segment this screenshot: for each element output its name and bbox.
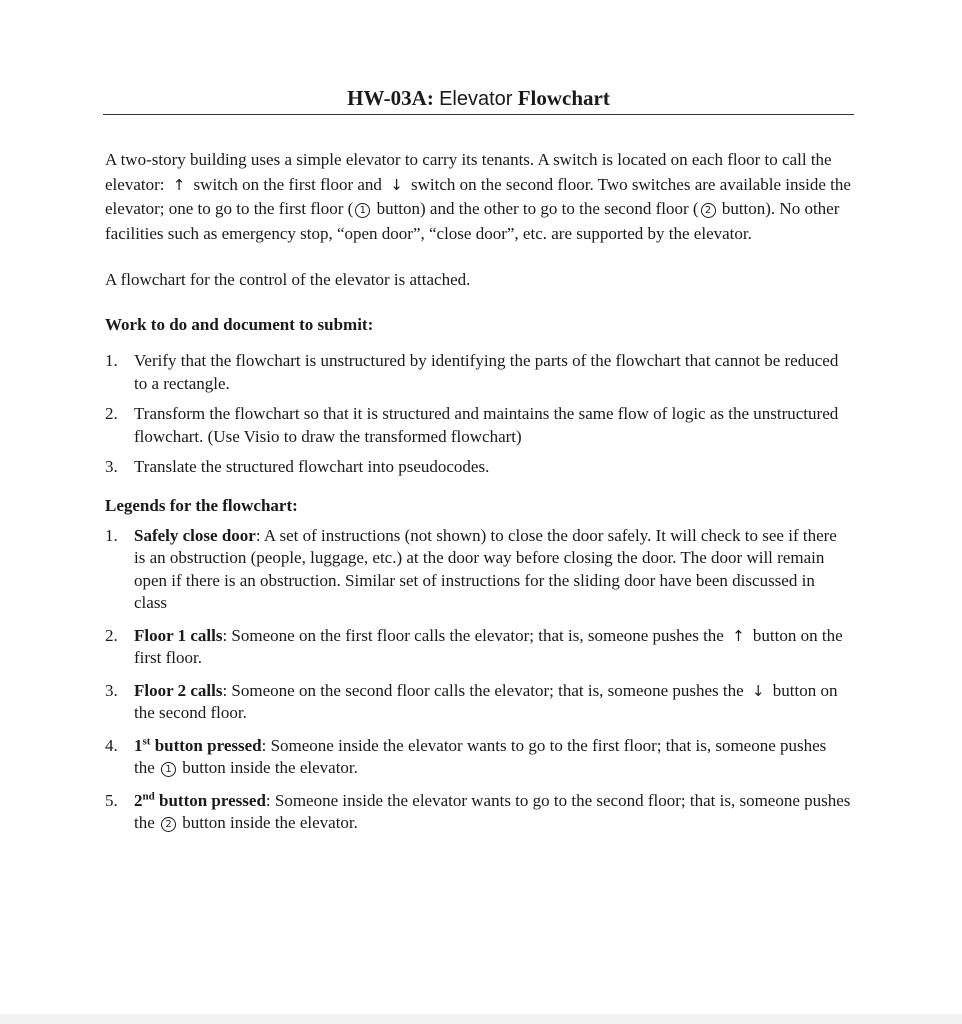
up-arrow-icon: ↑	[172, 175, 186, 194]
title-middle: Elevator	[439, 88, 513, 110]
work-heading: Work to do and document to submit:	[105, 314, 374, 334]
page-title	[103, 84, 854, 115]
legends-list	[105, 525, 851, 835]
down-arrow-icon: ↓	[390, 175, 403, 194]
circled-one-icon: 1	[161, 762, 176, 777]
title-prefix: HW-03A:	[347, 86, 434, 110]
list-item: 2. Transform the flowchart so that it is structured and maintains the same flow of logic as the unstructured flowchart. (Use Visio to draw the transformed flowchart)	[105, 403, 839, 446]
list-item: 1. Verify that the flowchart is unstructured by identifying the parts of the flowchart that cannot be reduced to a rectangle.	[105, 350, 839, 393]
circled-two-icon: 2	[701, 203, 716, 218]
work-list	[105, 349, 851, 478]
title-suffix: Flowchart	[517, 86, 610, 110]
flowchart-note: A flowchart for the control of the elevator is attached.	[105, 270, 471, 289]
list-item: 3. Translate the structured flowchart into pseudocodes.	[105, 456, 490, 476]
list-item: 4. 1st button pressed: Someone inside the elevator wants to go to the first floor; that is, someone pushes the 1 button inside the elevator.	[105, 734, 827, 777]
down-arrow-icon: ↓	[751, 681, 765, 700]
document-body	[105, 148, 851, 845]
circled-one-icon: 1	[355, 203, 370, 218]
list-item: 5. 2nd button pressed: Someone inside the elevator wants to go to the second floor; that is, someone pushes the 2 button inside the elevator.	[105, 789, 851, 832]
intro-paragraph: A two-story building uses a simple elevator to carry its tenants. A switch is located on each floor to call the elevator: ↑ switch on the first floor and ↓ switch on the second floor. Two switches are available inside the elevator; one to go to the first floor ( 1 button) and the other to go to the second floor ( 2 button). No other facilities such as emergency stop, “open door”, “close door”, etc. are supported by the elevator.	[105, 150, 851, 243]
list-item: 1. Safely close door: A set of instructions (not shown) to close the door safely. It will check to see if there is an obstruction (people, luggage, etc.) at the door way before closing the door. The door will remain open if there is an obstruction. Similar set of instructions for the sliding door have been discussed in class	[105, 525, 837, 612]
list-item: 2. Floor 1 calls: Someone on the first floor calls the elevator; that is, someone pushes the ↑ button on the first floor.	[105, 625, 843, 667]
legends-heading: Legends for the flowchart:	[105, 495, 298, 515]
list-item: 3. Floor 2 calls: Someone on the second floor calls the elevator; that is, someone pushes the ↓ button on the second floor.	[105, 680, 838, 722]
circled-two-icon: 2	[161, 817, 176, 832]
bottom-edge	[0, 1014, 962, 1024]
up-arrow-icon: ↑	[732, 626, 745, 645]
